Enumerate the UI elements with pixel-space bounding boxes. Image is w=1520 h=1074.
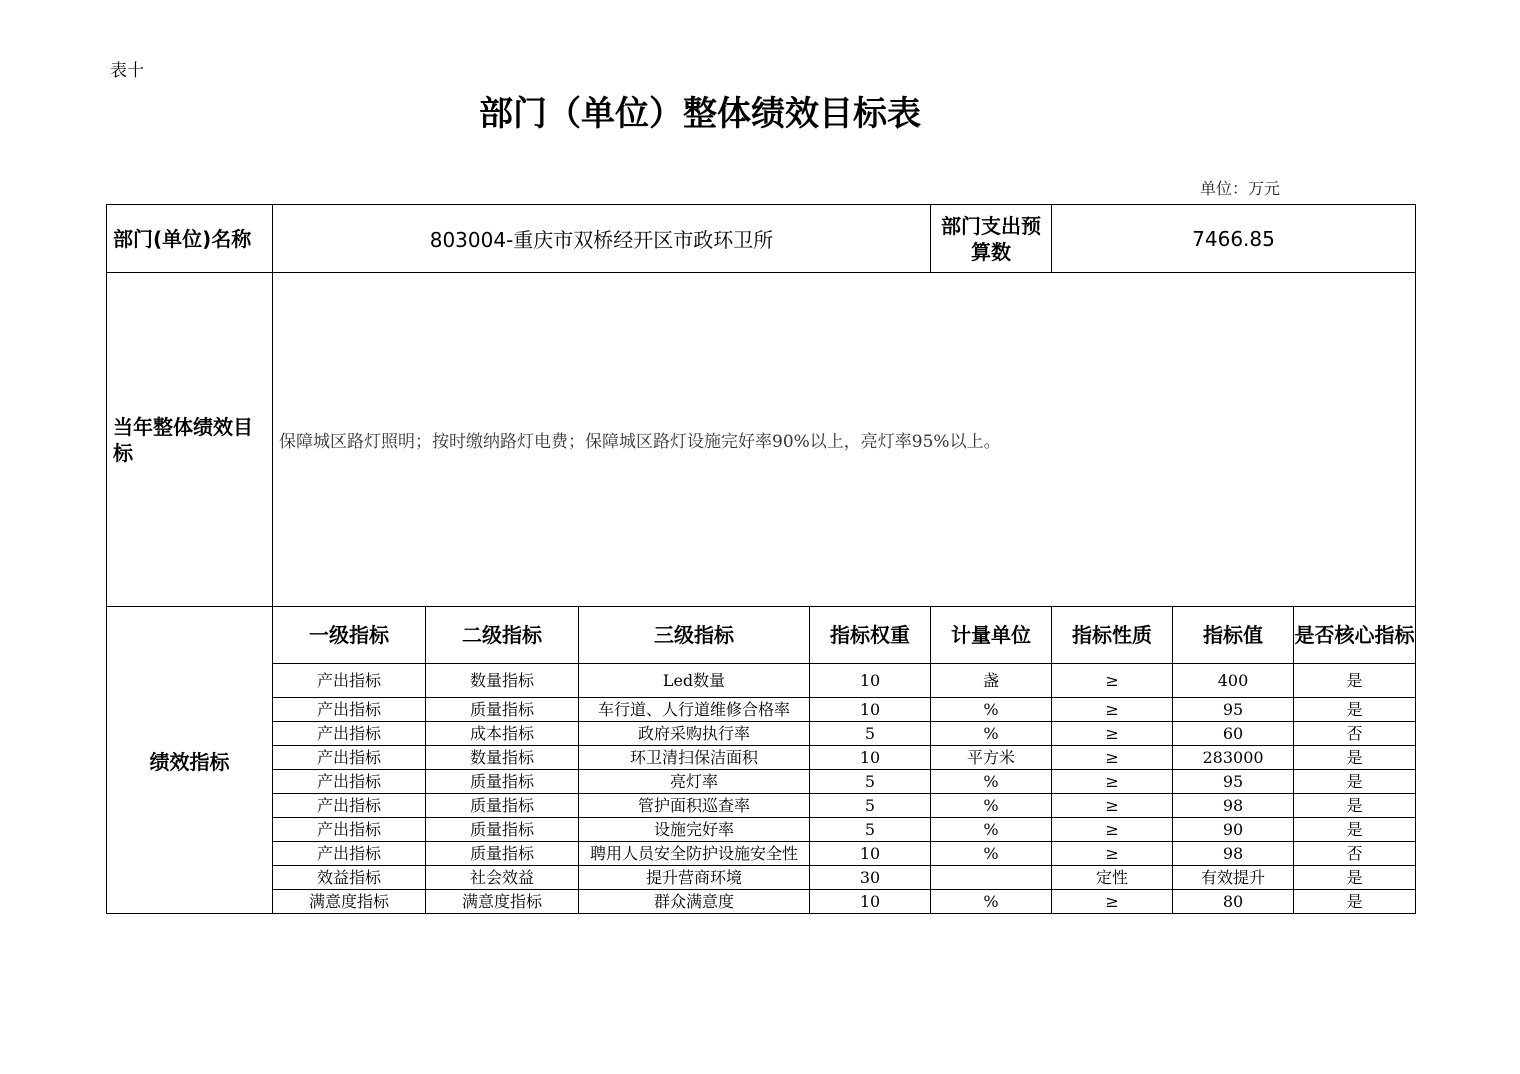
table-cell: % [931,818,1052,842]
table-cell: 聘用人员安全防护设施安全性 [579,842,810,866]
table-cell: 车行道、人行道维修合格率 [579,698,810,722]
column-header: 指标性质 [1052,607,1173,664]
table-cell: ≥ [1052,818,1173,842]
table-row [107,722,1416,746]
table-cell: 设施完好率 [579,818,810,842]
table-cell: 满意度指标 [426,890,579,914]
table-cell: % [931,722,1052,746]
column-header: 是否核心指标 [1294,607,1416,664]
page-title: 部门（单位）整体绩效目标表 [479,94,921,134]
table-cell: 60 [1173,722,1294,746]
table-cell: 产出指标 [273,746,426,770]
table-row [107,770,1416,794]
table-cell: ≥ [1052,746,1173,770]
column-header: 指标值 [1173,607,1294,664]
table-row [107,664,1416,698]
dept-name-value: 803004-重庆市双桥经开区市政环卫所 [273,205,931,273]
column-header: 计量单位 [931,607,1052,664]
table-cell: 管护面积巡查率 [579,794,810,818]
table-cell: 98 [1173,842,1294,866]
table-cell: 283000 [1173,746,1294,770]
table-cell: 是 [1294,746,1416,770]
dept-name-label: 部门(单位)名称 [107,205,273,273]
table-cell: 5 [810,770,931,794]
table-cell: 否 [1294,842,1416,866]
table-cell: 质量指标 [426,770,579,794]
table-cell: 产出指标 [273,794,426,818]
table-cell: 10 [810,842,931,866]
table-number: 表十 [110,61,144,81]
table-cell: 5 [810,794,931,818]
table-cell: ≥ [1052,794,1173,818]
table-cell: ≥ [1052,722,1173,746]
table-cell: 是 [1294,818,1416,842]
table-cell: 质量指标 [426,794,579,818]
column-header: 二级指标 [426,607,579,664]
table-cell: 是 [1294,794,1416,818]
table-cell: 定性 [1052,866,1173,890]
table-row [107,746,1416,770]
table-cell: 产出指标 [273,664,426,698]
table-cell: 产出指标 [273,770,426,794]
table-cell: 环卫清扫保洁面积 [579,746,810,770]
unit-label: 单位：万元 [1200,179,1281,198]
table-cell: 是 [1294,890,1416,914]
table-row [107,698,1416,722]
table-cell: 数量指标 [426,746,579,770]
table-cell: 质量指标 [426,818,579,842]
table-row [107,818,1416,842]
table-cell: 产出指标 [273,698,426,722]
table-cell: 产出指标 [273,818,426,842]
table-cell: ≥ [1052,842,1173,866]
table-cell: 98 [1173,794,1294,818]
table-cell: % [931,770,1052,794]
goal-label: 当年整体绩效目标 [107,273,273,607]
table-cell: 是 [1294,698,1416,722]
table-cell: ≥ [1052,770,1173,794]
table-row [107,890,1416,914]
table-cell: 10 [810,698,931,722]
table-cell: 成本指标 [426,722,579,746]
table-cell: 产出指标 [273,842,426,866]
table-cell: 数量指标 [426,664,579,698]
column-header: 三级指标 [579,607,810,664]
table-cell: 满意度指标 [273,890,426,914]
table-cell: 平方米 [931,746,1052,770]
budget-label: 部门支出预算数 [931,205,1052,273]
table-cell: ≥ [1052,890,1173,914]
table-cell: 盏 [931,664,1052,698]
table-cell: 否 [1294,722,1416,746]
table-cell: 10 [810,664,931,698]
column-header: 指标权重 [810,607,931,664]
table-cell: 亮灯率 [579,770,810,794]
table-cell: 效益指标 [273,866,426,890]
performance-table [106,204,1416,914]
table-cell: % [931,890,1052,914]
table-cell: 有效提升 [1173,866,1294,890]
table-cell: 5 [810,818,931,842]
table-cell: 产出指标 [273,722,426,746]
table-cell: 10 [810,890,931,914]
table-cell: 是 [1294,866,1416,890]
budget-value: 7466.85 [1052,205,1416,273]
table-cell: 社会效益 [426,866,579,890]
table-cell: 80 [1173,890,1294,914]
table-cell: 群众满意度 [579,890,810,914]
indicator-section-label: 绩效指标 [107,607,273,914]
table-cell: 400 [1173,664,1294,698]
table-cell: ≥ [1052,698,1173,722]
table-cell: 质量指标 [426,842,579,866]
table-cell: % [931,794,1052,818]
table-row [107,794,1416,818]
table-cell: 是 [1294,664,1416,698]
goal-text: 保障城区路灯照明；按时缴纳路灯电费；保障城区路灯设施完好率90%以上，亮灯率95%以上。 [273,273,1416,607]
table-cell: 是 [1294,770,1416,794]
table-cell: Led数量 [579,664,810,698]
table-cell: 提升营商环境 [579,866,810,890]
table-cell [931,866,1052,890]
table-cell: 95 [1173,698,1294,722]
table-cell: % [931,698,1052,722]
table-row [107,866,1416,890]
table-cell: ≥ [1052,664,1173,698]
table-cell: 10 [810,746,931,770]
table-cell: 90 [1173,818,1294,842]
table-row [107,842,1416,866]
table-cell: 质量指标 [426,698,579,722]
table-cell: 5 [810,722,931,746]
table-cell: 95 [1173,770,1294,794]
column-header: 一级指标 [273,607,426,664]
table-cell: 政府采购执行率 [579,722,810,746]
table-cell: % [931,842,1052,866]
table-cell: 30 [810,866,931,890]
